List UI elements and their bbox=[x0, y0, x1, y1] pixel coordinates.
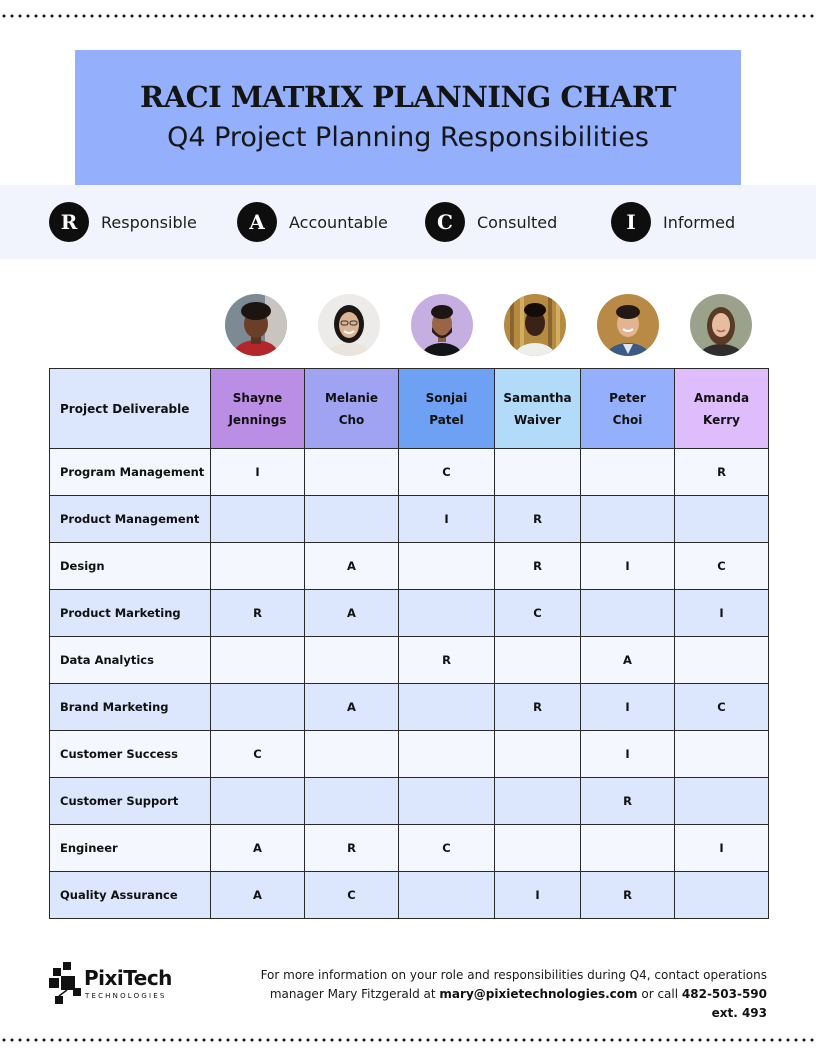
page-title: RACI MATRIX PLANNING CHART bbox=[139, 80, 676, 114]
pixitech-logo-icon bbox=[49, 962, 83, 1006]
raci-cell bbox=[211, 543, 305, 590]
deliverable-cell: Quality Assurance bbox=[50, 872, 211, 919]
table-row bbox=[50, 684, 769, 731]
table-row bbox=[50, 449, 769, 496]
deliverable-cell: Program Management bbox=[50, 449, 211, 496]
legend-badge-i: I bbox=[611, 202, 651, 242]
raci-cell: R bbox=[675, 449, 769, 496]
raci-cell: R bbox=[305, 825, 399, 872]
raci-cell bbox=[495, 778, 581, 825]
deliverable-cell: Product Marketing bbox=[50, 590, 211, 637]
raci-cell bbox=[675, 637, 769, 684]
raci-cell: C bbox=[211, 731, 305, 778]
table-header-row bbox=[50, 369, 769, 449]
legend-accountable bbox=[237, 202, 388, 242]
pixitech-logo bbox=[49, 962, 179, 1008]
column-header-person: Peter Choi bbox=[581, 369, 675, 449]
avatar-peter-choi bbox=[597, 294, 659, 356]
raci-cell: I bbox=[581, 543, 675, 590]
avatar-sonjai-patel bbox=[411, 294, 473, 356]
raci-cell bbox=[305, 731, 399, 778]
raci-cell: C bbox=[399, 449, 495, 496]
contact-phone: 482-503-590 ext. 493 bbox=[681, 987, 767, 1020]
raci-cell bbox=[399, 590, 495, 637]
raci-cell: I bbox=[211, 449, 305, 496]
raci-cell bbox=[305, 637, 399, 684]
table-row bbox=[50, 872, 769, 919]
raci-legend bbox=[0, 185, 816, 259]
legend-badge-r: R bbox=[49, 202, 89, 242]
deliverable-cell: Customer Support bbox=[50, 778, 211, 825]
column-header-person: Samantha Waiver bbox=[495, 369, 581, 449]
legend-label-responsible: Responsible bbox=[101, 212, 197, 232]
raci-cell: A bbox=[211, 872, 305, 919]
bottom-dotted-border bbox=[0, 1038, 816, 1042]
raci-cell bbox=[675, 872, 769, 919]
raci-cell: R bbox=[581, 872, 675, 919]
legend-consulted bbox=[425, 202, 557, 242]
raci-cell bbox=[399, 872, 495, 919]
column-header-person: Melanie Cho bbox=[305, 369, 399, 449]
legend-badge-a: A bbox=[237, 202, 277, 242]
deliverable-cell: Customer Success bbox=[50, 731, 211, 778]
logo-tagline: TECHNOLOGIES bbox=[85, 992, 167, 1000]
contact-email[interactable]: mary@pixietechnologies.com bbox=[439, 987, 638, 1001]
logo-wordmark: PixiTech bbox=[84, 966, 172, 990]
raci-cell bbox=[211, 496, 305, 543]
avatar-amanda-kerry bbox=[690, 294, 752, 356]
avatar-melanie-cho bbox=[318, 294, 380, 356]
raci-cell: I bbox=[581, 684, 675, 731]
raci-cell: I bbox=[495, 872, 581, 919]
raci-cell bbox=[211, 778, 305, 825]
deliverable-cell: Design bbox=[50, 543, 211, 590]
raci-cell bbox=[495, 825, 581, 872]
table-row bbox=[50, 496, 769, 543]
raci-cell: I bbox=[399, 496, 495, 543]
table-row bbox=[50, 778, 769, 825]
raci-cell: C bbox=[495, 590, 581, 637]
raci-cell bbox=[581, 496, 675, 543]
raci-cell: C bbox=[675, 543, 769, 590]
contact-line-1: For more information on your role and responsibilities during Q4, contact operations bbox=[260, 968, 767, 982]
raci-cell: I bbox=[675, 590, 769, 637]
contact-prefix: manager Mary Fitzgerald at bbox=[269, 987, 440, 1001]
table-row bbox=[50, 825, 769, 872]
legend-label-informed: Informed bbox=[663, 212, 736, 232]
legend-informed bbox=[611, 202, 735, 242]
raci-cell: R bbox=[399, 637, 495, 684]
title-banner bbox=[75, 50, 741, 185]
raci-cell bbox=[399, 543, 495, 590]
raci-cell: R bbox=[581, 778, 675, 825]
contact-mid: or call bbox=[637, 987, 682, 1001]
raci-cell: A bbox=[211, 825, 305, 872]
raci-cell bbox=[211, 684, 305, 731]
deliverable-cell: Data Analytics bbox=[50, 637, 211, 684]
raci-cell: R bbox=[495, 543, 581, 590]
raci-cell bbox=[581, 825, 675, 872]
contact-info bbox=[247, 966, 767, 1023]
column-header-person: Shayne Jennings bbox=[211, 369, 305, 449]
raci-cell bbox=[305, 496, 399, 543]
raci-cell: I bbox=[675, 825, 769, 872]
column-header-deliverable: Project Deliverable bbox=[50, 369, 211, 449]
raci-cell bbox=[399, 684, 495, 731]
deliverable-cell: Engineer bbox=[50, 825, 211, 872]
raci-cell bbox=[581, 590, 675, 637]
page-subtitle: Q4 Project Planning Responsibilities bbox=[167, 122, 649, 153]
legend-responsible bbox=[49, 202, 197, 242]
raci-matrix-table bbox=[49, 368, 769, 919]
raci-cell bbox=[581, 449, 675, 496]
legend-label-consulted: Consulted bbox=[477, 212, 558, 232]
avatar-samantha-waiver bbox=[504, 294, 566, 356]
raci-cell bbox=[495, 731, 581, 778]
raci-cell: A bbox=[581, 637, 675, 684]
column-header-person: Amanda Kerry bbox=[675, 369, 769, 449]
table-row bbox=[50, 731, 769, 778]
raci-cell: R bbox=[495, 496, 581, 543]
raci-cell bbox=[675, 731, 769, 778]
raci-cell: C bbox=[305, 872, 399, 919]
raci-cell bbox=[211, 637, 305, 684]
raci-cell bbox=[399, 778, 495, 825]
raci-cell: C bbox=[675, 684, 769, 731]
raci-cell bbox=[305, 778, 399, 825]
raci-cell bbox=[495, 449, 581, 496]
contact-line-2 bbox=[247, 985, 767, 1023]
legend-label-accountable: Accountable bbox=[289, 212, 388, 232]
raci-cell bbox=[399, 731, 495, 778]
raci-cell bbox=[675, 778, 769, 825]
raci-cell: R bbox=[495, 684, 581, 731]
table-row bbox=[50, 590, 769, 637]
raci-cell: A bbox=[305, 590, 399, 637]
avatar-shayne-jennings bbox=[225, 294, 287, 356]
table-row bbox=[50, 543, 769, 590]
raci-cell: I bbox=[581, 731, 675, 778]
top-dotted-border bbox=[0, 14, 816, 18]
raci-cell bbox=[495, 637, 581, 684]
raci-cell: R bbox=[211, 590, 305, 637]
column-header-person: Sonjai Patel bbox=[399, 369, 495, 449]
legend-badge-c: C bbox=[425, 202, 465, 242]
raci-cell: A bbox=[305, 684, 399, 731]
deliverable-cell: Brand Marketing bbox=[50, 684, 211, 731]
deliverable-cell: Product Management bbox=[50, 496, 211, 543]
raci-cell: A bbox=[305, 543, 399, 590]
table-row bbox=[50, 637, 769, 684]
raci-cell bbox=[675, 496, 769, 543]
raci-cell bbox=[305, 449, 399, 496]
raci-cell: C bbox=[399, 825, 495, 872]
